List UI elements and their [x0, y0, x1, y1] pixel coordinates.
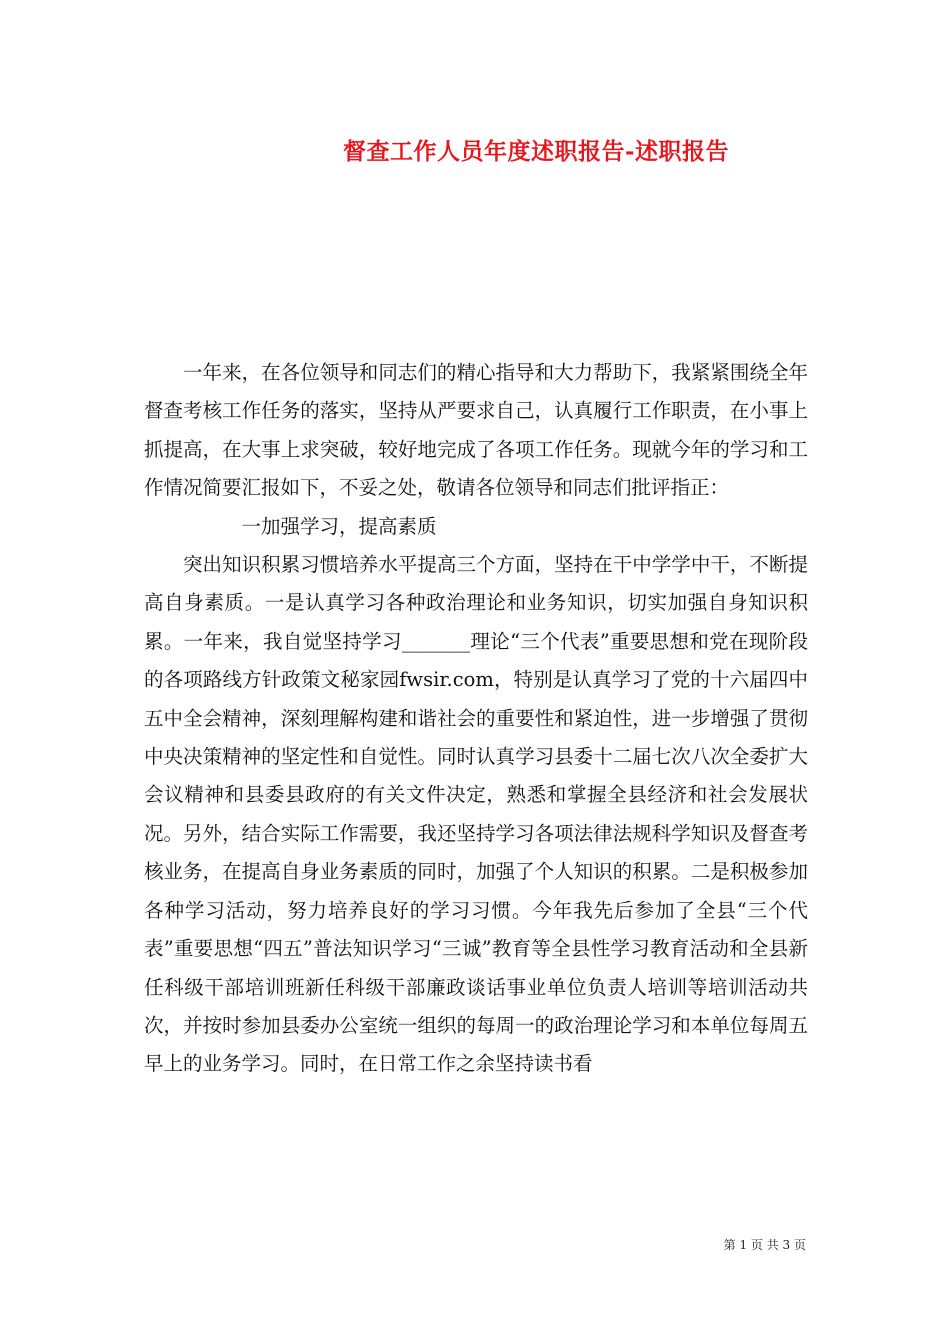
- intro-paragraph: 一年来，在各位领导和同志们的精心指导和大力帮助下，我紧紧围绕全年督查考核工作任务的落实，坚持从严要求自己，认真履行工作职责，在小事上抓提高，在大事上求突破，较好地完成了各项工作任务。现就今年的学习和工作情况简要汇报如下，不妥之处，敬请各位领导和同志们批评指正：: [144, 361, 808, 500]
- document-body: [144, 354, 808, 1084]
- body-paragraph: 突出知识积累习惯培养水平提高三个方面，坚持在干中学学中干，不断提高自身素质。一是认真学习各种政治理论和业务知识，切实加强自身知识积累。一年来，我自觉坚持学习_______理论“三个代表”重要思想和党在现阶段的各项路线方针政策文秘家园fwsir.com，特别是认真学习了党的十六届四中五中全会精神，深刻理解构建和谐社会的重要性和紧迫性，进一步增强了贯彻中央决策精神的坚定性和自觉性。同时认真学习县委十二届七次八次全委扩大会议精神和县委县政府的有关文件决定，熟悉和掌握全县经济和社会发展状况。另外，结合实际工作需要，我还坚持学习各项法律法规科学知识及督查考核业务，在提高自身业务素质的同时，加强了个人知识的积累。二是积极参加各种学习活动，努力培养良好的学习习惯。今年我先后参加了全县“三个代表”重要思想“四五”普法知识学习“三诚”教育等全县性学习教育活动和全县新任科级干部培训班新任科级干部廉政谈话事业单位负责人培训等培训活动共次，并按时参加县委办公室统一组织的每周一的政治理论学习和本单位每周五早上的业务学习。同时，在日常工作之余坚持读书看: [144, 553, 808, 1076]
- document-title: 督查工作人员年度述职报告-述职报告: [342, 138, 730, 165]
- page-number: 第 1 页 共 3 页: [723, 1238, 806, 1252]
- section-heading: 一加强学习，提高素质: [241, 514, 437, 538]
